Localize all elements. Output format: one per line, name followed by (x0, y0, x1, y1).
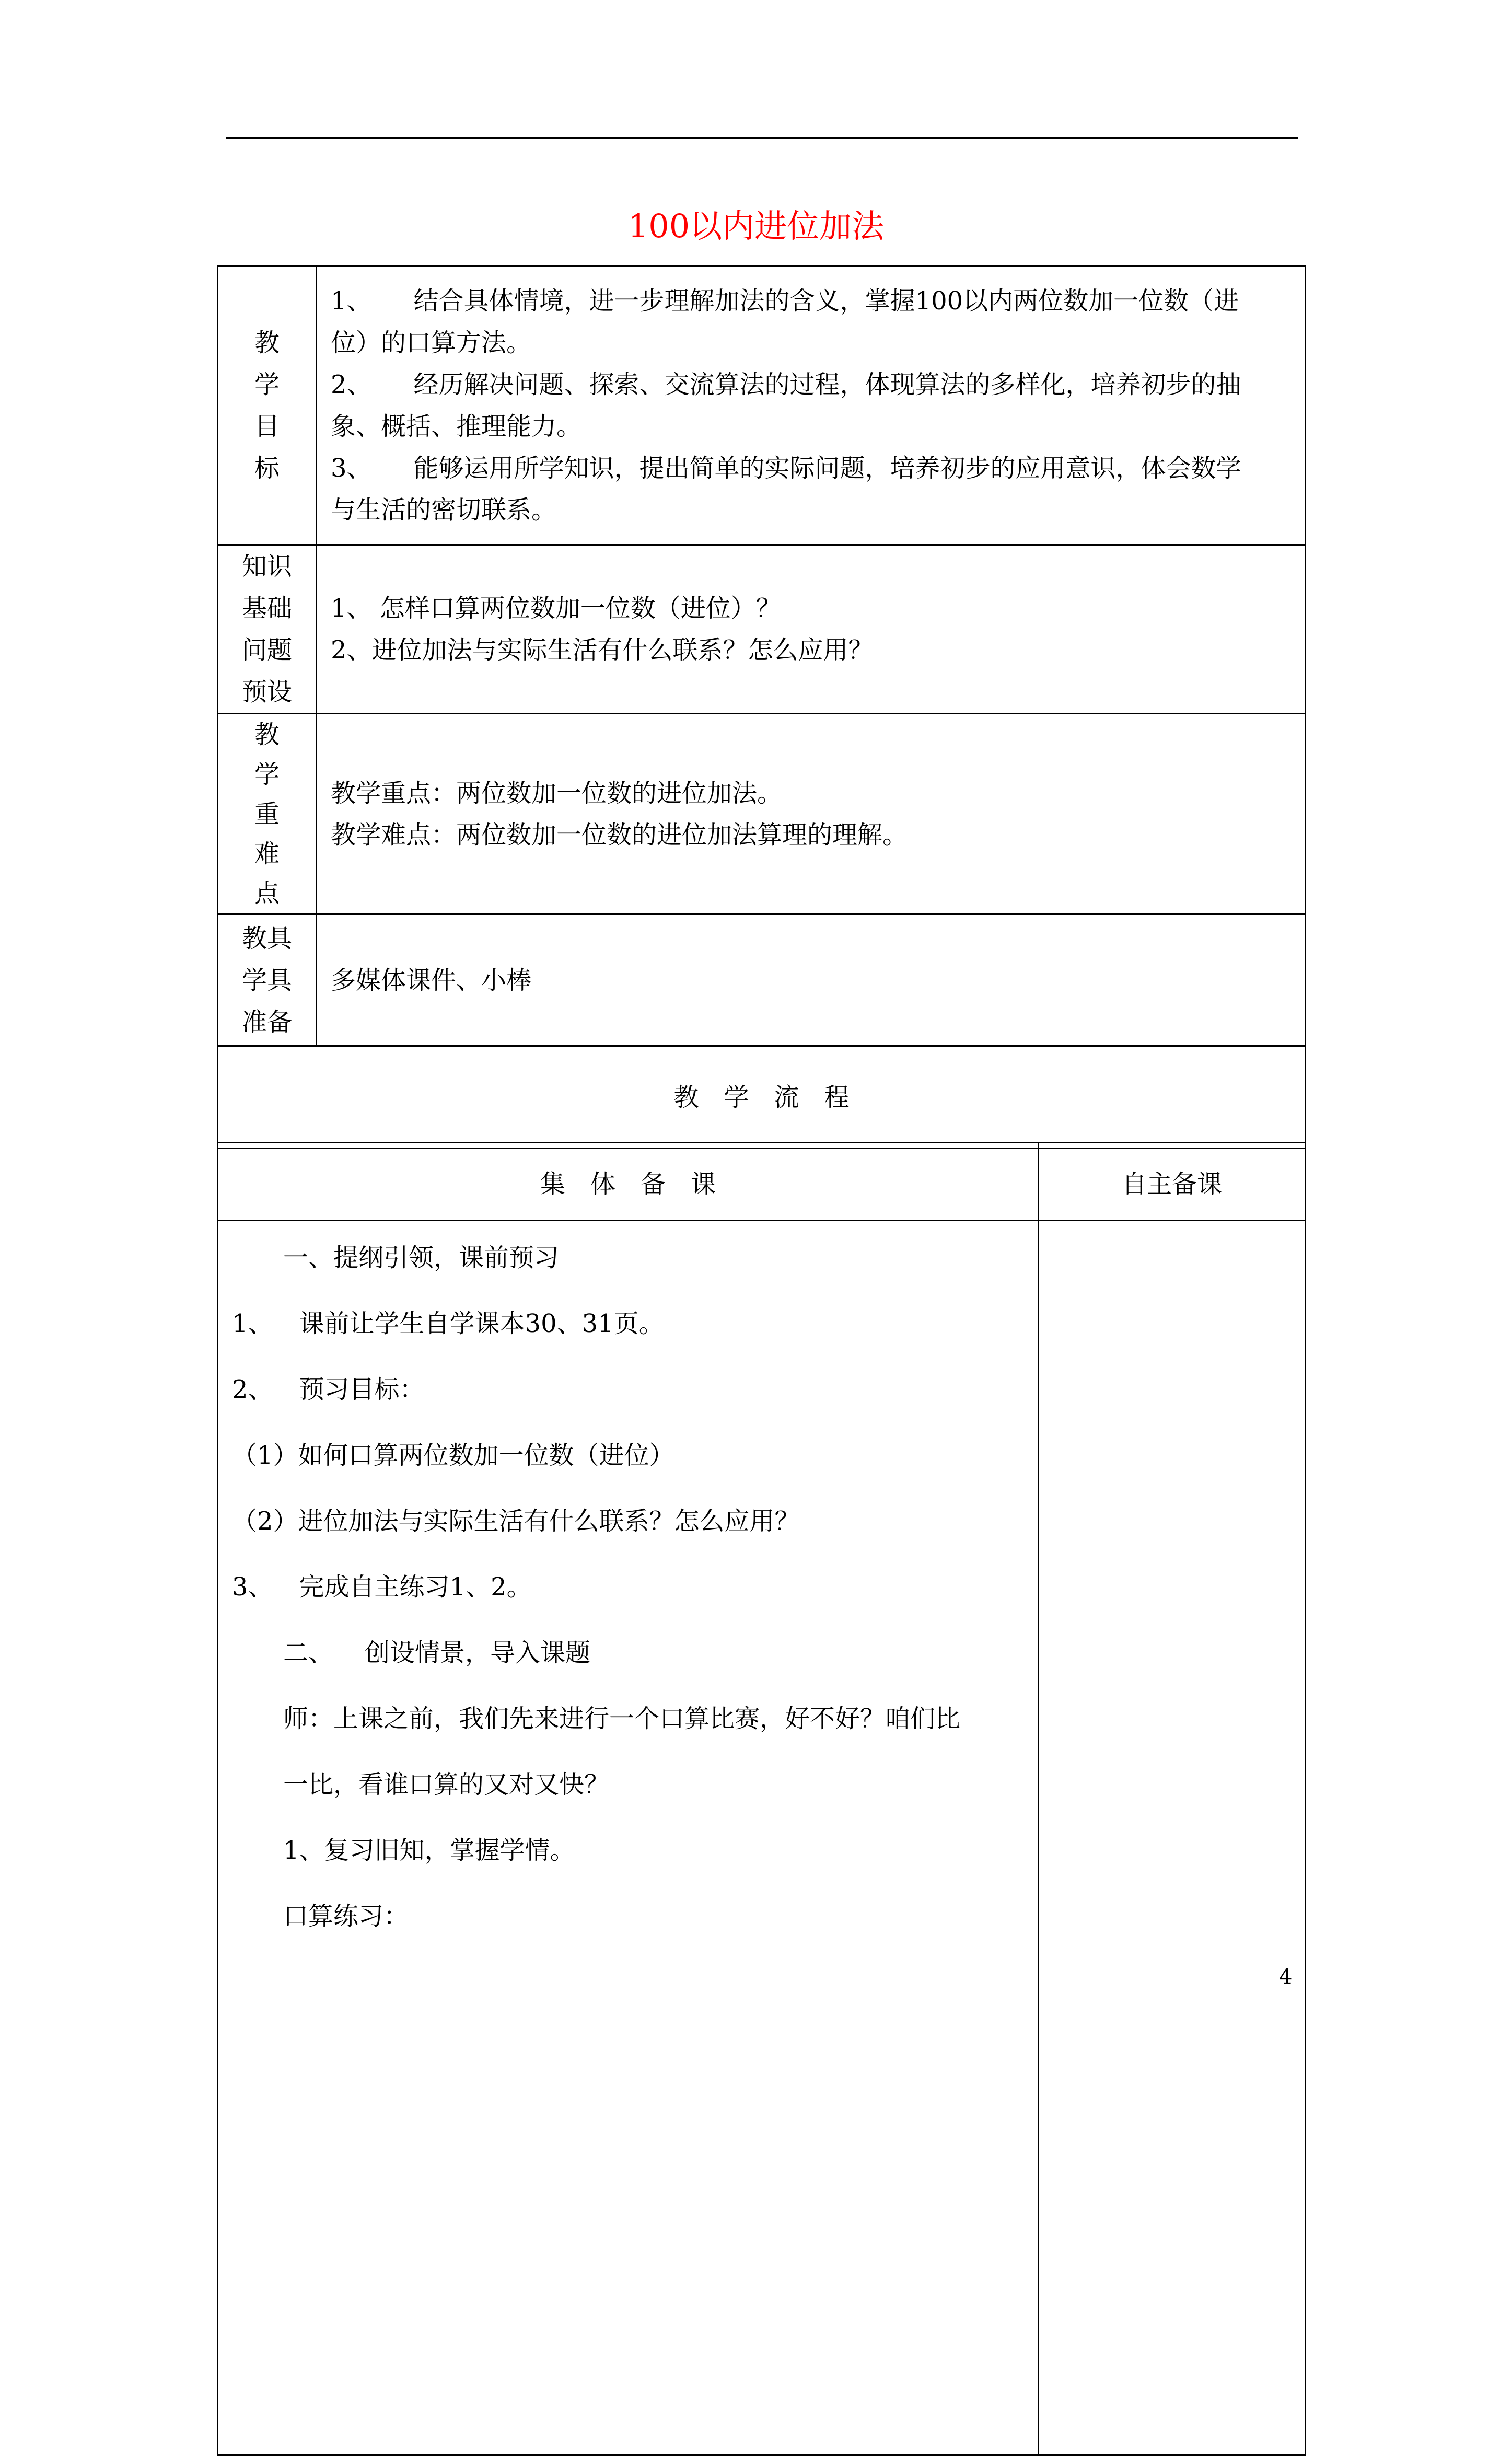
lesson-line: 2、 预习目标： (232, 1375, 425, 1404)
objective-item: 2、 经历解决问题、探索、交流算法的过程，体现算法的多样化，培养初步的抽 (331, 369, 1241, 399)
self-prep-header: 自主备课 (1039, 1143, 1306, 1221)
tools-content: 多媒体课件、小棒 (317, 914, 1306, 1046)
lesson-line: 1、复习旧知，掌握学情。 (283, 1836, 575, 1865)
objective-item: 1、 结合具体情境，进一步理解加法的含义，掌握100以内两位数加一位数（进 (331, 286, 1239, 316)
page-number: 4 (1279, 1965, 1293, 1989)
objectives-label: 教 学 目 标 (218, 266, 317, 545)
lesson-line: 3、 完成自主练习1、2。 (232, 1572, 532, 1602)
lesson-line: （2）进位加法与实际生活有什么联系？怎么应用？ (232, 1507, 800, 1536)
knowledge-label: 知识 基础 问题 预设 (218, 545, 317, 714)
lesson-line: 口算练习： (283, 1902, 409, 1931)
lesson-line: （1）如何口算两位数加一位数（进位） (232, 1441, 674, 1470)
objective-item: 3、 能够运用所学知识，提出简单的实际问题，培养初步的应用意识，体会数学 (331, 453, 1241, 483)
group-prep-header: 集 体 备 课 (218, 1143, 1039, 1221)
page-title: 100以内进位加法 (627, 207, 885, 245)
lesson-line: 一、提纲引领，课前预习 (283, 1243, 560, 1272)
lesson-line: 师：上课之前，我们先来进行一个口算比赛，好不好？咱们比 (283, 1704, 961, 1733)
lesson-line: 1、 课前让学生自学课本30、31页。 (232, 1309, 664, 1338)
group-prep-body (218, 1221, 1039, 2455)
knowledge-content: 1、 怎样口算两位数加一位数（进位）？ 2、进位加法与实际生活有什么联系？怎么应用？ (317, 545, 1306, 714)
self-prep-body (1039, 1221, 1306, 2455)
lesson-line: 二、 创设情景，导入课题 (283, 1638, 591, 1667)
lesson-info-table (217, 265, 1306, 1149)
keypoints-label: 教 学 重 难 点 (218, 714, 317, 914)
tools-label: 教具 学具 准备 (218, 914, 317, 1046)
lesson-flow-table (217, 1142, 1306, 2456)
objectives-content: 1、 结合具体情境，进一步理解加法的含义，掌握100以内两位数加一位数（进 位）的口算方法。 2、 经历解决问题、探索、交流算法的过程，体现算法的多样化，培养初步的抽 象、概括、推理能力。 3、 能够运用所学知识，提出简单的实际问题，培养初步的应用意识，体会数学 与生活的密切联系。 (317, 266, 1306, 545)
keypoints-content: 教学重点：两位数加一位数的进位加法。 教学难点：两位数加一位数的进位加法算理的理解。 (317, 714, 1306, 914)
header-rule (226, 137, 1298, 139)
lesson-line: 一比，看谁口算的又对又快？ (283, 1770, 610, 1799)
flow-heading: 教 学 流 程 (218, 1046, 1306, 1149)
